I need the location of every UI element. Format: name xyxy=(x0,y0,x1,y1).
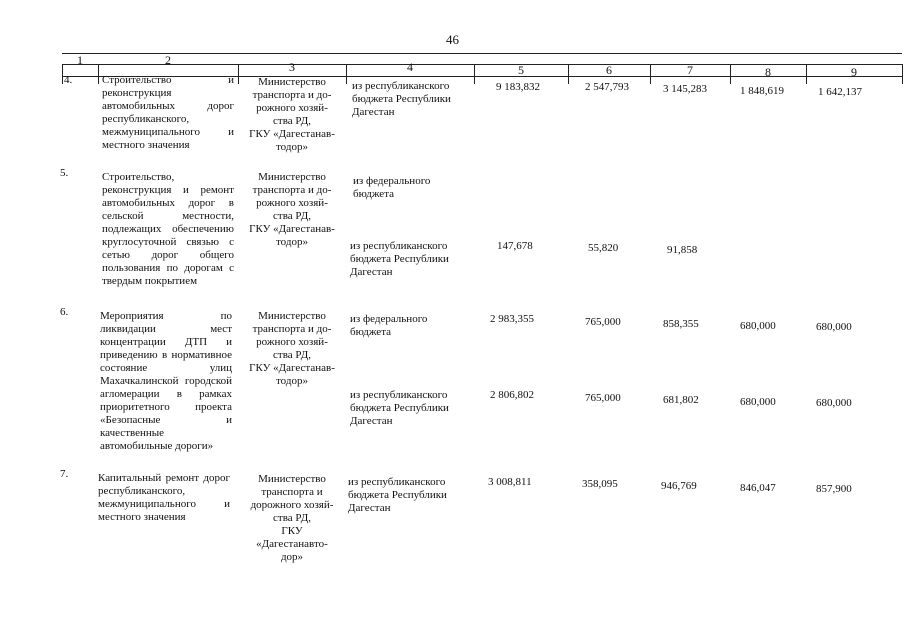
row-executor: Министерство транспорта и до- рожного хозяй- ства РД, ГКУ «Дагестанав- тодор» xyxy=(249,310,335,387)
value-year-3: 680,000 xyxy=(740,396,776,408)
value-year-1: 55,820 xyxy=(588,242,619,254)
row-description: Строительство, реконструкция и ремонт автомобильных дорог в сельской местности, подлежащих обеспечению круглосуточной связью с сетью дорог общего пользования по дорогам с твердым покрытием xyxy=(102,171,234,287)
header-col-7: 7 xyxy=(687,63,693,77)
row-executor: Министерство транспорта и до- рожного хозяй- ства РД, ГКУ «Дагестанав- тодор» xyxy=(249,171,335,248)
header-col-3: 3 xyxy=(289,60,295,74)
value-year-3: 680,000 xyxy=(740,320,776,332)
row-source: из республиканского бюджета Республики Дагестан xyxy=(350,389,449,427)
value-year-1: 765,000 xyxy=(585,316,621,328)
row-number: 7. xyxy=(60,468,69,480)
value-year-4: 680,000 xyxy=(816,397,852,409)
row-number: 6. xyxy=(60,306,69,318)
value-total: 3 008,811 xyxy=(488,476,532,488)
header-col-9: 9 xyxy=(851,65,857,79)
value-year-2: 858,355 xyxy=(663,318,699,330)
value-year-1: 765,000 xyxy=(585,392,621,404)
row-executor: Министерство транспорта и дорожного хозяй- ства РД, ГКУ «Дагестанавто- дор» xyxy=(250,473,334,563)
value-year-4: 1 642,137 xyxy=(818,86,862,98)
header-col-1: 1 xyxy=(77,53,83,67)
header-col-2: 2 xyxy=(165,53,171,67)
value-total: 2 983,355 xyxy=(490,313,534,325)
row-source: из республиканского бюджета Республики Дагестан xyxy=(348,476,447,514)
value-year-2: 946,769 xyxy=(661,480,697,492)
row-description: Мероприятия по ликвидации мест концентрации ДТП и приведению в нормативное состояние улиц Махачкалинской городской агломерации в рамках приоритетного проекта «Безопасные и качественные автомобильные дороги» xyxy=(100,310,232,452)
header-col-4: 4 xyxy=(407,60,413,74)
page-number: 46 xyxy=(446,32,459,47)
value-total: 2 806,802 xyxy=(490,389,534,401)
value-year-3: 846,047 xyxy=(740,482,776,494)
header-col-5: 5 xyxy=(518,63,524,77)
value-total: 9 183,832 xyxy=(496,81,540,93)
value-year-2: 681,802 xyxy=(663,394,699,406)
column-divider xyxy=(98,64,99,84)
row-source: из республиканского бюджета Республики Дагестан xyxy=(350,240,449,278)
value-year-2: 91,858 xyxy=(667,244,698,256)
row-number: 4. xyxy=(64,74,73,86)
row-executor: Министерство транспорта и до- рожного хозяй- ства РД, ГКУ «Дагестанав- тодор» xyxy=(249,76,335,153)
header-col-6: 6 xyxy=(606,63,612,77)
row-description: Капитальный ремонт дорог республиканского, межмуниципального и местного значения xyxy=(98,472,230,523)
value-year-4: 857,900 xyxy=(816,483,852,495)
row-description: Строительство и реконструкция автомобильных дорог республиканского, межмуниципального и местного значения xyxy=(102,74,234,151)
row-source: из республиканского бюджета Республики Дагестан xyxy=(352,80,451,118)
value-year-2: 3 145,283 xyxy=(663,83,707,95)
row-number: 5. xyxy=(60,167,69,179)
value-year-4: 680,000 xyxy=(816,321,852,333)
value-total: 147,678 xyxy=(497,240,533,252)
row-source: из федерального бюджета xyxy=(353,175,431,200)
value-year-1: 358,095 xyxy=(582,478,618,490)
header-col-8: 8 xyxy=(765,65,771,79)
row-source: из федерального бюджета xyxy=(350,313,428,338)
column-divider xyxy=(62,64,63,84)
column-divider xyxy=(902,64,903,84)
value-year-3: 1 848,619 xyxy=(740,85,784,97)
value-year-1: 2 547,793 xyxy=(585,81,629,93)
